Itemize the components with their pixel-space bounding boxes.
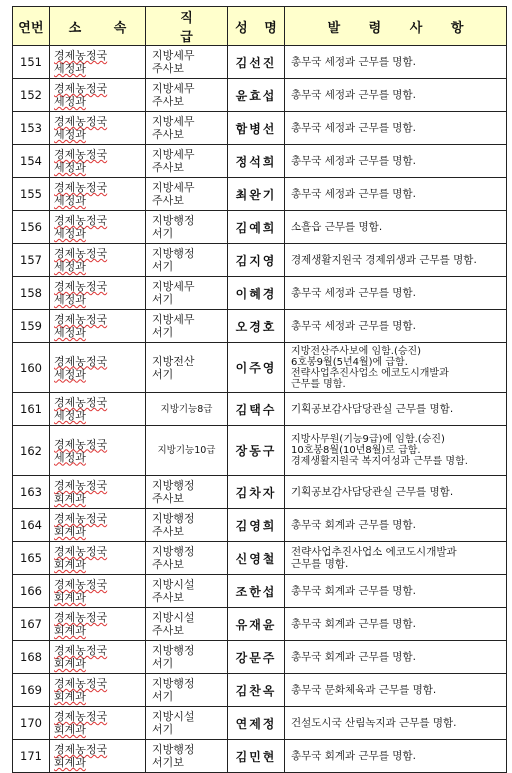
- department-line: 회계과: [54, 492, 86, 505]
- department-line: 경제농정국: [54, 247, 108, 260]
- rank-cell: [146, 310, 228, 343]
- name-cell: 이혜경: [228, 277, 285, 310]
- rank-line: 지방세무: [152, 148, 195, 161]
- department-line: 세정과: [54, 227, 86, 240]
- rank-line: 서기: [152, 227, 174, 240]
- rank-line: 서기: [152, 293, 174, 306]
- department-cell: [50, 310, 146, 343]
- table-row: [13, 608, 507, 641]
- table-row: [13, 707, 507, 740]
- appointment-details-cell: 기획공보감사담당관실 근무를 명함.: [285, 393, 507, 426]
- rank-cell: [146, 145, 228, 178]
- rank-line: 주사보: [152, 161, 184, 174]
- department-cell: [50, 542, 146, 575]
- rank-cell: [146, 244, 228, 277]
- department-cell: [50, 46, 146, 79]
- table-row: [13, 343, 507, 393]
- rank-line: 지방세무: [152, 313, 195, 326]
- header-row: [13, 7, 507, 46]
- department-line: 경제농정국: [54, 49, 108, 62]
- serial-number-cell: 170: [13, 707, 50, 740]
- rank-line: 주사보: [152, 194, 184, 207]
- department-line: 경제농정국: [54, 743, 108, 756]
- department-line: 경제농정국: [54, 644, 108, 657]
- serial-number-cell: 152: [13, 79, 50, 112]
- name-cell: 김차자: [228, 476, 285, 509]
- serial-number-cell: 153: [13, 112, 50, 145]
- serial-number-cell: 158: [13, 277, 50, 310]
- rank-cell: [146, 178, 228, 211]
- department-line: 경제농정국: [54, 115, 108, 128]
- appointment-details-cell: 경제생활지원국 경제위생과 근무를 명함.: [285, 244, 507, 277]
- department-line: 세정과: [54, 450, 86, 464]
- name-cell: 이주영: [228, 343, 285, 393]
- rank-line: 주사보: [152, 591, 184, 604]
- department-line: 경제농정국: [54, 611, 108, 624]
- rank-line: 지방세무: [152, 181, 195, 194]
- appointment-details-cell: 총무국 세정과 근무를 명함.: [285, 310, 507, 343]
- rank-line: 지방기능8급: [160, 403, 213, 415]
- appointment-details-cell: 전략사업추진사업소 에코도시개발과 근무를 명함.: [285, 542, 507, 575]
- appointment-details-cell: 총무국 세정과 근무를 명함.: [285, 178, 507, 211]
- name-cell: 오경호: [228, 310, 285, 343]
- appointment-details-cell: 총무국 회계과 근무를 명함.: [285, 641, 507, 674]
- serial-number-cell: 154: [13, 145, 50, 178]
- name-cell: 윤효섭: [228, 79, 285, 112]
- serial-number-cell: 156: [13, 211, 50, 244]
- table-row: [13, 79, 507, 112]
- rank-line: 서기: [152, 690, 174, 703]
- department-line: 회계과: [54, 756, 86, 769]
- department-cell: [50, 244, 146, 277]
- rank-cell: [146, 509, 228, 542]
- department-cell: [50, 277, 146, 310]
- name-cell: 김택수: [228, 393, 285, 426]
- appointment-details-cell: 총무국 문화체육과 근무를 명함.: [285, 674, 507, 707]
- department-line: 회계과: [54, 723, 86, 736]
- rank-line: 지방세무: [152, 49, 195, 62]
- table-row: [13, 509, 507, 542]
- department-line: 세정과: [54, 95, 86, 108]
- department-cell: [50, 178, 146, 211]
- table-row: [13, 277, 507, 310]
- rank-line: 서기보: [152, 756, 184, 769]
- department-line: 경제농정국: [54, 354, 108, 368]
- department-cell: [50, 476, 146, 509]
- header-department: 소 속: [50, 7, 146, 46]
- rank-line: 지방세무: [152, 82, 195, 95]
- table-row: [13, 46, 507, 79]
- department-line: 회계과: [54, 591, 86, 604]
- rank-line: 주사보: [152, 492, 184, 505]
- department-line: 경제농정국: [54, 512, 108, 525]
- appointment-details-cell: 총무국 세정과 근무를 명함.: [285, 145, 507, 178]
- table-row: [13, 178, 507, 211]
- rank-line: 주사보: [152, 525, 184, 538]
- department-line: 경제농정국: [54, 479, 108, 492]
- department-cell: [50, 509, 146, 542]
- name-cell: 김지영: [228, 244, 285, 277]
- department-cell: [50, 393, 146, 426]
- department-cell: [50, 426, 146, 476]
- table-body: [13, 46, 507, 773]
- department-line: 세정과: [54, 128, 86, 141]
- department-cell: [50, 608, 146, 641]
- table-row: [13, 393, 507, 426]
- department-line: 회계과: [54, 624, 86, 637]
- table-row: [13, 244, 507, 277]
- department-line: 경제농정국: [54, 313, 108, 326]
- appointment-details-cell: 소흘읍 근무를 명함.: [285, 211, 507, 244]
- serial-number-cell: 159: [13, 310, 50, 343]
- name-cell: 함병선: [228, 112, 285, 145]
- name-cell: 강문주: [228, 641, 285, 674]
- rank-line: 지방전산: [152, 354, 195, 368]
- department-line: 경제농정국: [54, 545, 108, 558]
- name-cell: 조한섭: [228, 575, 285, 608]
- rank-line: 주사보: [152, 128, 184, 141]
- appointment-details-cell: 총무국 세정과 근무를 명함.: [285, 46, 507, 79]
- header-appointment-details: 발 령 사 항: [285, 7, 507, 46]
- department-line: 세정과: [54, 293, 86, 306]
- table-row: [13, 476, 507, 509]
- department-line: 세정과: [54, 161, 86, 174]
- rank-cell: [146, 393, 228, 426]
- department-line: 회계과: [54, 558, 86, 571]
- name-cell: 연제정: [228, 707, 285, 740]
- department-line: 회계과: [54, 525, 86, 538]
- rank-line: 지방행정: [152, 644, 195, 657]
- rank-cell: [146, 211, 228, 244]
- personnel-appointment-document: [12, 6, 506, 773]
- rank-cell: [146, 608, 228, 641]
- serial-number-cell: 167: [13, 608, 50, 641]
- department-cell: [50, 707, 146, 740]
- serial-number-cell: 157: [13, 244, 50, 277]
- department-cell: [50, 641, 146, 674]
- department-line: 세정과: [54, 194, 86, 207]
- name-cell: 김영희: [228, 509, 285, 542]
- serial-number-cell: 164: [13, 509, 50, 542]
- rank-cell: [146, 740, 228, 773]
- department-line: 경제농정국: [54, 437, 108, 451]
- appointment-details-cell: 기획공보감사담당관실 근무를 명함.: [285, 476, 507, 509]
- rank-cell: [146, 112, 228, 145]
- name-cell: 최완기: [228, 178, 285, 211]
- name-cell: 김선진: [228, 46, 285, 79]
- appointment-details-cell: 건설도시국 산림녹지과 근무를 명함.: [285, 707, 507, 740]
- department-line: 경제농정국: [54, 710, 108, 723]
- rank-line: 서기: [152, 723, 174, 736]
- department-cell: [50, 575, 146, 608]
- rank-cell: [146, 46, 228, 79]
- name-cell: 김예희: [228, 211, 285, 244]
- rank-line: 지방기능10급: [157, 445, 216, 456]
- appointment-details-cell: 총무국 회계과 근무를 명함.: [285, 608, 507, 641]
- department-cell: [50, 112, 146, 145]
- rank-line: 서기: [152, 367, 174, 381]
- department-cell: [50, 740, 146, 773]
- appointment-details-cell: 총무국 회계과 근무를 명함.: [285, 575, 507, 608]
- serial-number-cell: 169: [13, 674, 50, 707]
- department-line: 경제농정국: [54, 148, 108, 161]
- rank-cell: [146, 277, 228, 310]
- rank-line: 지방행정: [152, 677, 195, 690]
- rank-cell: [146, 707, 228, 740]
- header-name: 성 명: [228, 7, 285, 46]
- department-line: 경제농정국: [54, 677, 108, 690]
- department-line: 경제농정국: [54, 578, 108, 591]
- serial-number-cell: 161: [13, 393, 50, 426]
- rank-line: 지방행정: [152, 479, 195, 492]
- rank-line: 지방행정: [152, 743, 195, 756]
- rank-line: 주사보: [152, 558, 184, 571]
- rank-line: 주사보: [152, 62, 184, 75]
- serial-number-cell: 171: [13, 740, 50, 773]
- appointment-table: [12, 6, 507, 773]
- rank-cell: [146, 343, 228, 393]
- department-line: 경제농정국: [54, 82, 108, 95]
- serial-number-cell: 162: [13, 426, 50, 476]
- rank-cell: [146, 674, 228, 707]
- table-row: [13, 740, 507, 773]
- table-row: [13, 112, 507, 145]
- department-line: 경제농정국: [54, 181, 108, 194]
- table-row: [13, 575, 507, 608]
- serial-number-cell: 166: [13, 575, 50, 608]
- rank-cell: [146, 476, 228, 509]
- rank-line: 주사보: [152, 624, 184, 637]
- department-line: 세정과: [54, 260, 86, 273]
- rank-cell: [146, 79, 228, 112]
- rank-line: 지방행정: [152, 214, 195, 227]
- header-rank: 직 급: [146, 7, 228, 46]
- rank-line: 서기: [152, 260, 174, 273]
- rank-cell: [146, 542, 228, 575]
- department-line: 경제농정국: [54, 280, 108, 293]
- name-cell: 신영철: [228, 542, 285, 575]
- department-cell: [50, 145, 146, 178]
- name-cell: 김찬옥: [228, 674, 285, 707]
- rank-line: 지방시설: [152, 611, 195, 624]
- name-cell: 김민현: [228, 740, 285, 773]
- rank-line: 지방시설: [152, 710, 195, 723]
- rank-line: 지방행정: [152, 512, 195, 525]
- rank-line: 지방행정: [152, 247, 195, 260]
- department-cell: [50, 343, 146, 393]
- serial-number-cell: 168: [13, 641, 50, 674]
- department-line: 세정과: [54, 409, 86, 422]
- table-row: [13, 145, 507, 178]
- department-line: 회계과: [54, 690, 86, 703]
- header-serial-number: 연번: [13, 7, 50, 46]
- rank-cell: [146, 641, 228, 674]
- department-cell: [50, 211, 146, 244]
- serial-number-cell: 165: [13, 542, 50, 575]
- department-cell: [50, 79, 146, 112]
- table-row: [13, 674, 507, 707]
- department-line: 회계과: [54, 657, 86, 670]
- rank-line: 서기: [152, 326, 174, 339]
- rank-line: 지방세무: [152, 280, 195, 293]
- rank-line: 지방시설: [152, 578, 195, 591]
- serial-number-cell: 151: [13, 46, 50, 79]
- name-cell: 장동구: [228, 426, 285, 476]
- rank-line: 주사보: [152, 95, 184, 108]
- table-row: [13, 641, 507, 674]
- department-line: 세정과: [54, 326, 86, 339]
- rank-line: 지방세무: [152, 115, 195, 128]
- rank-line: 지방행정: [152, 545, 195, 558]
- serial-number-cell: 163: [13, 476, 50, 509]
- table-row: [13, 542, 507, 575]
- name-cell: 정석희: [228, 145, 285, 178]
- department-line: 세정과: [54, 62, 86, 75]
- table-row: [13, 211, 507, 244]
- appointment-details-cell: 총무국 세정과 근무를 명함.: [285, 112, 507, 145]
- department-line: 경제농정국: [54, 396, 108, 409]
- serial-number-cell: 155: [13, 178, 50, 211]
- table-row: [13, 426, 507, 476]
- name-cell: 유재윤: [228, 608, 285, 641]
- appointment-details-cell: 총무국 세정과 근무를 명함.: [285, 79, 507, 112]
- department-line: 경제농정국: [54, 214, 108, 227]
- table-header: [13, 7, 507, 46]
- serial-number-cell: 160: [13, 343, 50, 393]
- appointment-details-cell: 지방전산주사보에 임함.(승진) 6호봉9월(5년4월)에 급함. 전략사업추진사업소 에코도시개발과 근무를 명함.: [285, 343, 507, 393]
- department-cell: [50, 674, 146, 707]
- table-row: [13, 310, 507, 343]
- rank-line: 서기: [152, 657, 174, 670]
- rank-cell: [146, 426, 228, 476]
- rank-cell: [146, 575, 228, 608]
- appointment-details-cell: 총무국 회계과 근무를 명함.: [285, 509, 507, 542]
- appointment-details-cell: 총무국 회계과 근무를 명함.: [285, 740, 507, 773]
- department-line: 세정과: [54, 367, 86, 381]
- appointment-details-cell: 총무국 세정과 근무를 명함.: [285, 277, 507, 310]
- appointment-details-cell: 지방사무원(기능9급)에 임함.(승진) 10호봉8월(10년8월)로 급함. 경제생활지원국 복지여성과 근무를 명함.: [285, 426, 507, 476]
